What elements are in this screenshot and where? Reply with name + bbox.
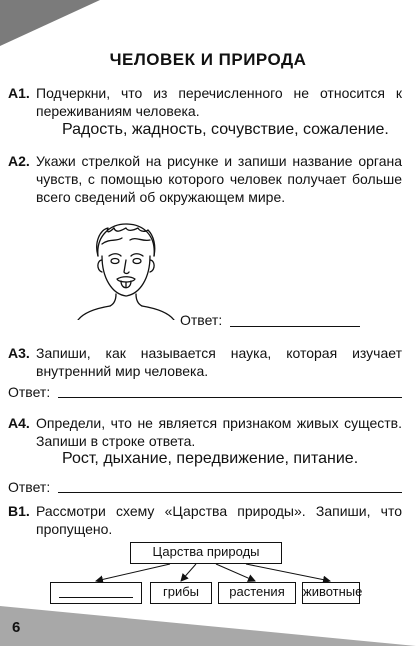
diagram-box-plants: растения — [218, 582, 296, 604]
task-a3 — [8, 344, 402, 380]
task-a2-text: Укажи стрелкой на рисунке и запиши название органа чувств, с помощью которого человек получает больше всего сведений об окружающем мире. — [36, 153, 402, 205]
page-number: 6 — [12, 619, 21, 636]
diagram-arrow — [96, 564, 170, 581]
diagram-arrow — [181, 564, 196, 581]
page-title: ЧЕЛОВЕК И ПРИРОДА — [109, 50, 307, 69]
task-b1-text: Рассмотри схему «Царства природы». Запиши, что пропущено. — [36, 503, 402, 537]
task-a2-answer-label: Ответ: — [180, 312, 223, 328]
diagram-box-animals: животные — [302, 582, 360, 604]
diagram-blank-line[interactable] — [59, 597, 133, 598]
task-a4-answer-label: Ответ: — [8, 479, 51, 495]
diagram-root-box: Царства природы — [130, 542, 282, 564]
task-a2 — [8, 152, 402, 206]
kingdoms-diagram — [50, 540, 363, 606]
task-a3-answer-line[interactable] — [58, 397, 402, 398]
task-a3-answer-label: Ответ: — [8, 384, 51, 400]
task-a4-number: А4. — [8, 415, 30, 431]
task-a1-text: Подчеркни, что из перечисленного не относится к переживаниям человека. — [36, 85, 402, 119]
task-a1 — [8, 84, 402, 120]
task-a3-number: А3. — [8, 345, 30, 361]
diagram-arrow — [216, 564, 255, 581]
corner-decoration-bottom — [0, 606, 416, 646]
task-a1-number: А1. — [8, 85, 30, 101]
task-a1-options[interactable]: Радость, жадность, сочувствие, сожаление. — [62, 121, 389, 138]
task-a4-answer-line[interactable] — [58, 492, 402, 493]
task-b1-number: В1. — [8, 503, 30, 519]
task-b1 — [8, 502, 402, 538]
task-a2-answer-line[interactable] — [230, 326, 360, 327]
task-a4 — [8, 414, 402, 450]
task-a4-options: Рост, дыхание, передвижение, питание. — [62, 450, 359, 467]
corner-decoration-top — [0, 0, 100, 46]
task-a2-number: А2. — [8, 153, 30, 169]
diagram-box-fungi: грибы — [150, 582, 212, 604]
face-illustration[interactable] — [76, 216, 176, 320]
task-a3-text: Запиши, как называется наука, которая изучает внутренний мир человека. — [36, 345, 402, 379]
task-a4-text: Определи, что не является признаком живых существ. Запиши в строке ответа. — [36, 415, 402, 449]
diagram-arrow — [246, 564, 330, 581]
diagram-blank-box[interactable] — [50, 582, 142, 604]
